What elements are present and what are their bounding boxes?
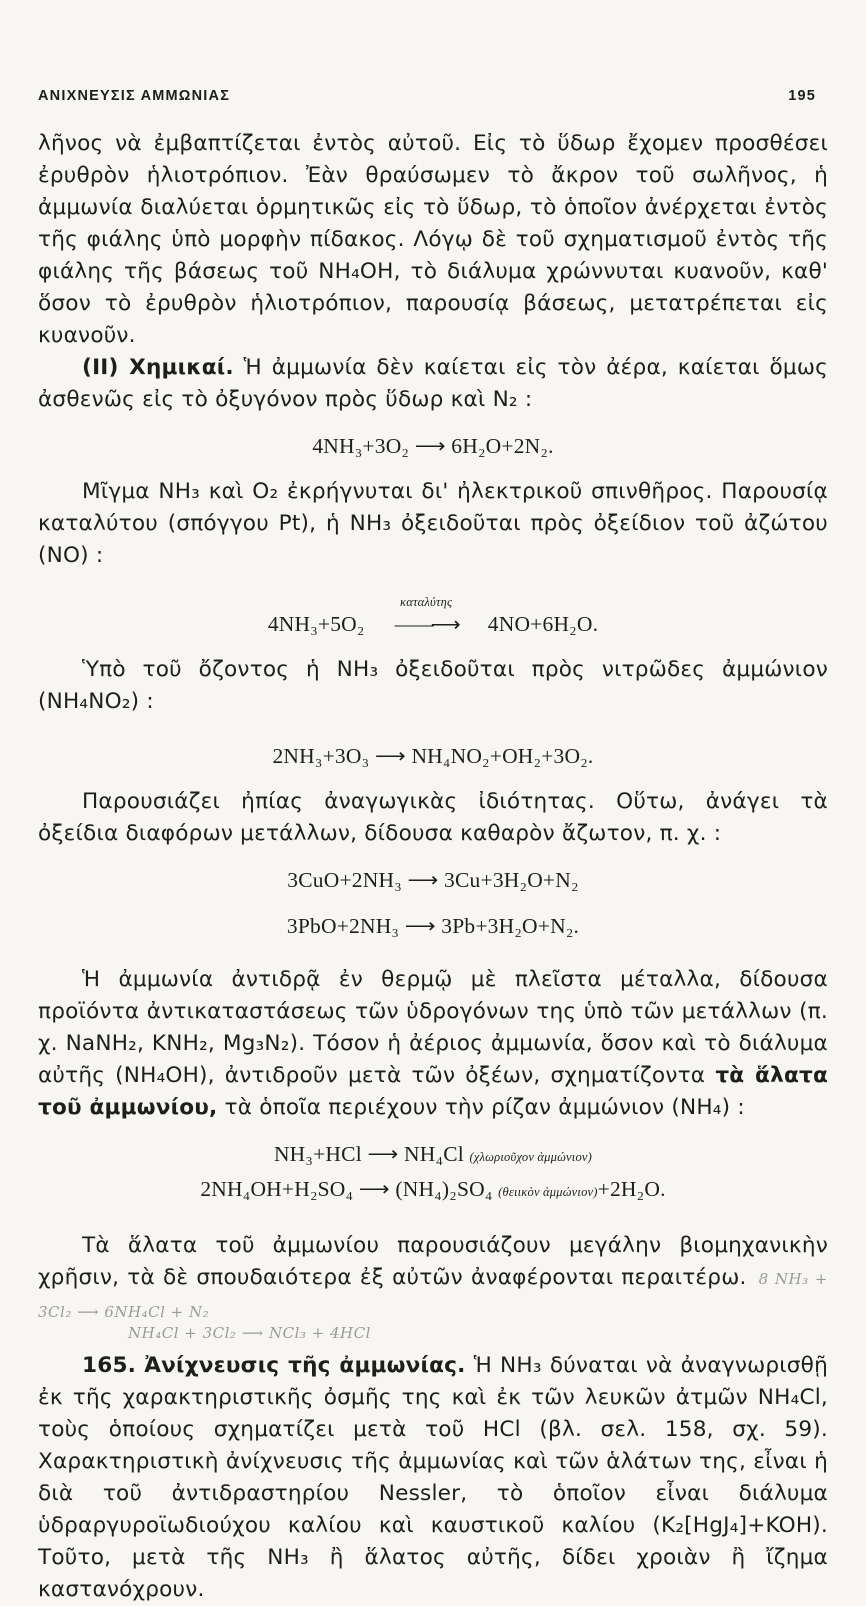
- paragraph-reducing: Παρουσιάζει ἠπίας ἀναγωγικὰς ἰδιότητας. Οὕτω, ἀνάγει τὰ ὀξείδια διαφόρων μετάλλων, δίδουσα καθαρὸν ἄζωτον, π. χ. :: [38, 789, 828, 846]
- section-165: [38, 1350, 828, 1606]
- catalyst-arrow: [370, 595, 482, 640]
- handwritten-equation-1: 8 NH₃ + 3Cl₂ ⟶ 6NH₄Cl + N₂: [38, 1270, 828, 1321]
- equation-ozone: 2NH₃+3O₃ ⟶ NH₄NO₂+OH₂+3O₂.: [272, 744, 594, 768]
- handwritten-equation-2: NH₄Cl + 3Cl₂ ⟶ NCl₃ + 4HCl: [128, 1324, 371, 1342]
- paragraph-text: Τὰ ἅλατα τοῦ ἀμμωνίου παρουσιάζουν μεγάλην βιομηχανικὴν χρῆσιν, τὰ δὲ σπουδαιότερα ἐξ αὐτῶν ἀναφέρονται περαιτέρω.: [38, 1233, 828, 1290]
- paragraph-text: τὰ ὁποῖα περιέχουν τὴν ρίζαν ἀμμώνιον (NH₄) :: [224, 1095, 745, 1120]
- equation-left: 4NH₃+5O₂: [267, 612, 365, 636]
- subsection-heading: (ΙΙ) Χημικαί.: [82, 355, 234, 380]
- equation-note: (θειικὸν ἀμμώνιον): [498, 1185, 598, 1199]
- arrow-icon: ——⟶: [394, 612, 458, 636]
- paragraph-water-fountain: λῆνος νὰ ἐμβαπτίζεται ἐντὸς αὐτοῦ. Εἰς τὸ ὕδωρ ἔχομεν προσθέσει ἐρυθρὸν ἡλιοτρόπιον. Ἐὰν θραύσωμεν τὸ ἄκρον τοῦ σωλῆνος, ἡ ἀμμωνία διαλύεται ὁρμητικῶς εἰς τὸ ὕδωρ, τὸ ὁποῖον ἀνέρχεται ἐντὸς τῆς φιάλης ὑπὸ μορφὴν πίδακος. Λόγῳ δὲ τοῦ σχηματισμοῦ ἐντὸς τῆς φιάλης τῆς βάσεως τοῦ NH₄OH, τὸ διάλυμα χρώννυται κυανοῦν, καθ' ὅσον τὸ ἐρυθρὸν ἡλιοτρόπιον, παρουσίᾳ βάσεως, μετατρέπεται εἰς κυανοῦν.: [38, 131, 828, 348]
- paragraph-catalytic-oxidation: Μῖγμα NH₃ καὶ O₂ ἐκρήγνυται δι' ἠλεκτρικοῦ σπινθῆρος. Παρουσίᾳ καταλύτου (σπόγγου Pt), ἡ NH₃ ὀξειδοῦται πρὸς ὀξείδιον τοῦ ἀζώτου (NO) :: [38, 479, 828, 568]
- section-number: 165.: [82, 1353, 137, 1378]
- section-text: Ἡ NH₃ δύναται νὰ ἀναγνωρισθῇ ἐκ τῆς χαρακτηριστικῆς ὀσμῆς της καὶ ἐκ τῶν λευκῶν ἀτμῶν NH₄Cl, τοὺς ὁποίους σχηματίζει μετὰ τοῦ HCl (βλ. σελ. 158, σχ. 59). Χαρακτηριστικὴ ἀνίχνευσις τῆς ἀμμωνίας καὶ τῶν ἁλάτων της, εἶναι ἡ διὰ τοῦ ἀντιδραστηρίου Nessler, τὸ ὁποῖον εἶναι διάλυμα ὑδραργυροϊωδιούχου καλίου καὶ καυστικοῦ καλίου (K₂[HgJ₄]+KOH). Τοῦτο, μετὰ τῆς NH₃ ἢ ἅλατος αὐτῆς, δίδει χροιὰν ἢ ἴζημα καστανόχρουν.: [38, 1353, 828, 1602]
- paragraph-metals-salts: [38, 964, 828, 1124]
- paragraph-text: Ἡ ἀμμωνία ἀντιδρᾷ ἐν θερμῷ μὲ πλεῖστα μέταλλα, δίδουσα προϊόντα ἀντικαταστάσεως τῶν ὑδρογόνων της ὑπὸ τῶν μετάλλων (π. χ. NaNH₂, KNH₂, Mg₃N₂). Τόσον ἡ ἀέριος ἀμμωνία, ὅσον καὶ τὸ διάλυμα αὐτῆς (NH₄OH), ἀντιδροῦν μετὰ τῶν ὀξέων, σχηματίζοντα: [38, 967, 828, 1088]
- paragraph-chemical-properties: [38, 352, 828, 416]
- equation-catalytic: [38, 595, 828, 640]
- equation-note: (χλωριοῦχον ἀμμώνιον): [469, 1150, 593, 1164]
- equation-copper: 3CuO+2NH₃ ⟶ 3Cu+3H₂O+N₂: [287, 868, 579, 892]
- paragraph-text: Ἡ ἀμμωνία δὲν καίεται εἰς τὸν ἀέρα, καίεται ὅμως ἀσθενῶς εἰς τὸ ὀξυγόνον πρὸς ὕδωρ καὶ N₂ :: [38, 355, 828, 412]
- page-header: [38, 88, 816, 104]
- paragraph-ozone: Ὑπὸ τοῦ ὄζοντος ἡ NH₃ ὀξειδοῦται πρὸς νιτρῶδες ἀμμώνιον (NH₄NO₂) :: [38, 657, 828, 714]
- catalyst-label: καταλύτης: [400, 595, 453, 609]
- equation-formula: 2NH₄OH+H₂SO₄ ⟶ (NH₄)₂SO₄: [200, 1177, 493, 1201]
- equation-combustion: 4NH₃+3O₂ ⟶ 6H₂O+2N₂.: [312, 434, 554, 458]
- equation-tail: +2H₂O.: [597, 1177, 666, 1201]
- running-title: ΑΝΙΧΝΕΥΣΙΣ ΑΜΜΩΝΙΑΣ: [38, 88, 231, 104]
- equation-ammonium-sulfate: [38, 1173, 828, 1208]
- equation-formula: NH₃+HCl ⟶ NH₄Cl: [273, 1142, 464, 1166]
- section-title: Ἀνίχνευσις τῆς ἀμμωνίας.: [144, 1353, 466, 1378]
- equation-right: 4NO+6H₂O.: [487, 612, 599, 636]
- page-body: [38, 128, 828, 1606]
- equation-ammonium-chloride: [38, 1138, 828, 1173]
- bold-term: τὰ ἅλατα τοῦ ἀμμωνίου,: [38, 1063, 828, 1120]
- equation-lead: 3PbO+2NH₃ ⟶ 3Pb+3H₂O+N₂.: [286, 914, 580, 938]
- paragraph-industrial-use: [38, 1230, 828, 1328]
- page-number: 195: [788, 88, 816, 104]
